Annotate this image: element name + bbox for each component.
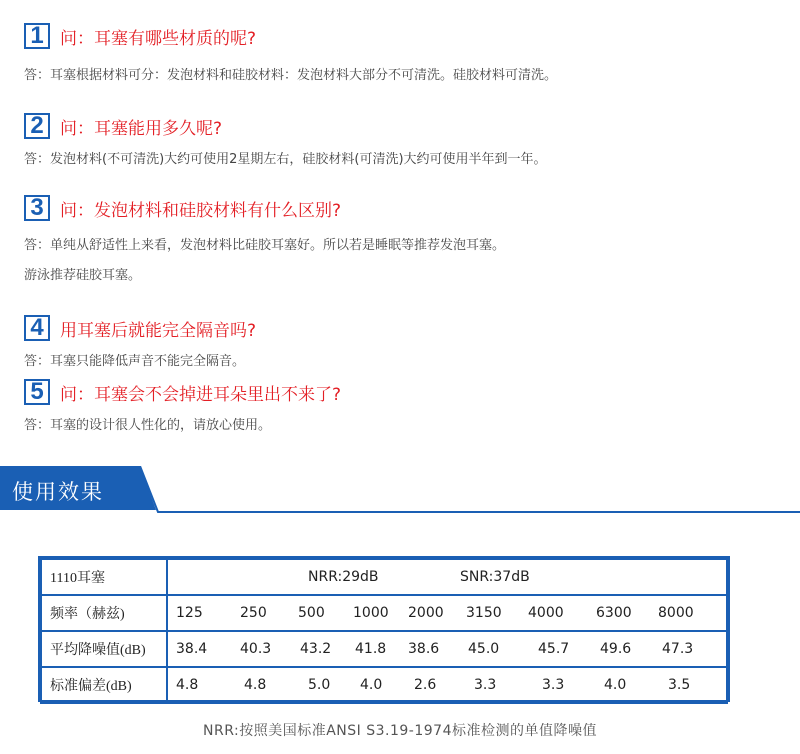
row-values bbox=[168, 596, 726, 630]
table-row bbox=[41, 595, 727, 631]
section-banner bbox=[0, 466, 800, 516]
table-row-label: 标准偏差(dB) bbox=[41, 667, 167, 703]
table-cell: 3.3 bbox=[542, 677, 565, 693]
faq-question-3 bbox=[24, 194, 341, 222]
faq-question-2 bbox=[24, 112, 222, 140]
faq-question-text-2: 问：耳塞能用多久呢? bbox=[60, 118, 223, 139]
table-cell: 250 bbox=[240, 605, 267, 621]
table-cell: 125 bbox=[176, 605, 203, 621]
table-cell: 5.0 bbox=[308, 677, 331, 693]
table-row bbox=[41, 631, 727, 667]
table-cell: 4.8 bbox=[244, 677, 267, 693]
faq-answer-4: 答：耳塞只能降低声音不能完全隔音。 bbox=[24, 354, 246, 369]
table-nrr: NRR:29dB bbox=[308, 569, 379, 585]
table-cell: 38.6 bbox=[408, 641, 440, 657]
table-cell: 41.8 bbox=[355, 641, 387, 657]
table-footnote: NRR:按照美国标准ANSI S3.19-1974标准检测的单值降噪值 bbox=[203, 723, 597, 739]
table-cell: 47.3 bbox=[662, 641, 694, 657]
table-cell: 6300 bbox=[596, 605, 632, 621]
faq-answer-3-line-1: 答：单纯从舒适性上来看，发泡材料比硅胶耳塞好。所以若是睡眠等推荐发泡耳塞。 bbox=[24, 238, 506, 253]
faq-question-text-1: 问：耳塞有哪些材质的呢? bbox=[60, 28, 257, 49]
table-row-label: 平均降噪值(dB) bbox=[41, 631, 167, 667]
faq-number-box-3: 3 bbox=[24, 195, 50, 221]
faq-question-4 bbox=[24, 314, 256, 342]
table-cell: 4.0 bbox=[604, 677, 627, 693]
table-cell: 2000 bbox=[408, 605, 444, 621]
table-row-label: 频率（赫兹) bbox=[41, 595, 167, 631]
faq-number-box-2: 2 bbox=[24, 113, 50, 139]
table-cell: 8000 bbox=[658, 605, 694, 621]
noise-reduction-table bbox=[38, 556, 730, 702]
faq-question-text-5: 问：耳塞会不会掉进耳朵里出不来了? bbox=[60, 384, 342, 405]
faq-answer-1: 答：耳塞根据材料可分：发泡材料和硅胶材料：发泡材料大部分不可清洗。硅胶材料可清洗。 bbox=[24, 68, 558, 83]
banner-shape bbox=[0, 466, 800, 516]
banner-title: 使用效果 bbox=[12, 480, 104, 504]
table-cell: 49.6 bbox=[600, 641, 632, 657]
table-cell: 3150 bbox=[466, 605, 502, 621]
table-cell: 3.5 bbox=[668, 677, 691, 693]
faq-number-box-4: 4 bbox=[24, 315, 50, 341]
table-cell: 43.2 bbox=[300, 641, 332, 657]
faq-answer-3-line-2: 游泳推荐硅胶耳塞。 bbox=[24, 268, 142, 283]
table-cell: 3.3 bbox=[474, 677, 497, 693]
table-cell: 4.0 bbox=[360, 677, 383, 693]
faq-question-text-3: 问：发泡材料和硅胶材料有什么区别? bbox=[60, 200, 342, 221]
table-snr: SNR:37dB bbox=[460, 569, 530, 585]
table-cell: 45.0 bbox=[468, 641, 500, 657]
faq-question-text-4: 用耳塞后就能完全隔音吗? bbox=[60, 320, 257, 341]
table-cell: 1000 bbox=[353, 605, 389, 621]
table-cell: 40.3 bbox=[240, 641, 272, 657]
table-cell: 2.6 bbox=[414, 677, 437, 693]
faq-answer-5: 答：耳塞的设计很人性化的，请放心使用。 bbox=[24, 418, 272, 433]
table-cell: 4000 bbox=[528, 605, 564, 621]
table-header-row bbox=[41, 559, 727, 595]
table-row bbox=[41, 667, 727, 703]
faq-number-box-1: 1 bbox=[24, 23, 50, 49]
faq-question-5 bbox=[24, 378, 341, 406]
table-cell: 500 bbox=[298, 605, 325, 621]
faq-number-box-5: 5 bbox=[24, 379, 50, 405]
table-cell: 4.8 bbox=[176, 677, 199, 693]
faq-answer-2: 答：发泡材料(不可清洗)大约可使用2星期左右，硅胶材料(可清洗)大约可使用半年到一年。 bbox=[24, 152, 547, 167]
row-values bbox=[168, 668, 726, 702]
table-model-cell: 1110耳塞 bbox=[41, 559, 167, 595]
row-values bbox=[168, 632, 726, 666]
table-cell: 45.7 bbox=[538, 641, 570, 657]
table-cell: 38.4 bbox=[176, 641, 208, 657]
faq-question-1 bbox=[24, 22, 256, 50]
